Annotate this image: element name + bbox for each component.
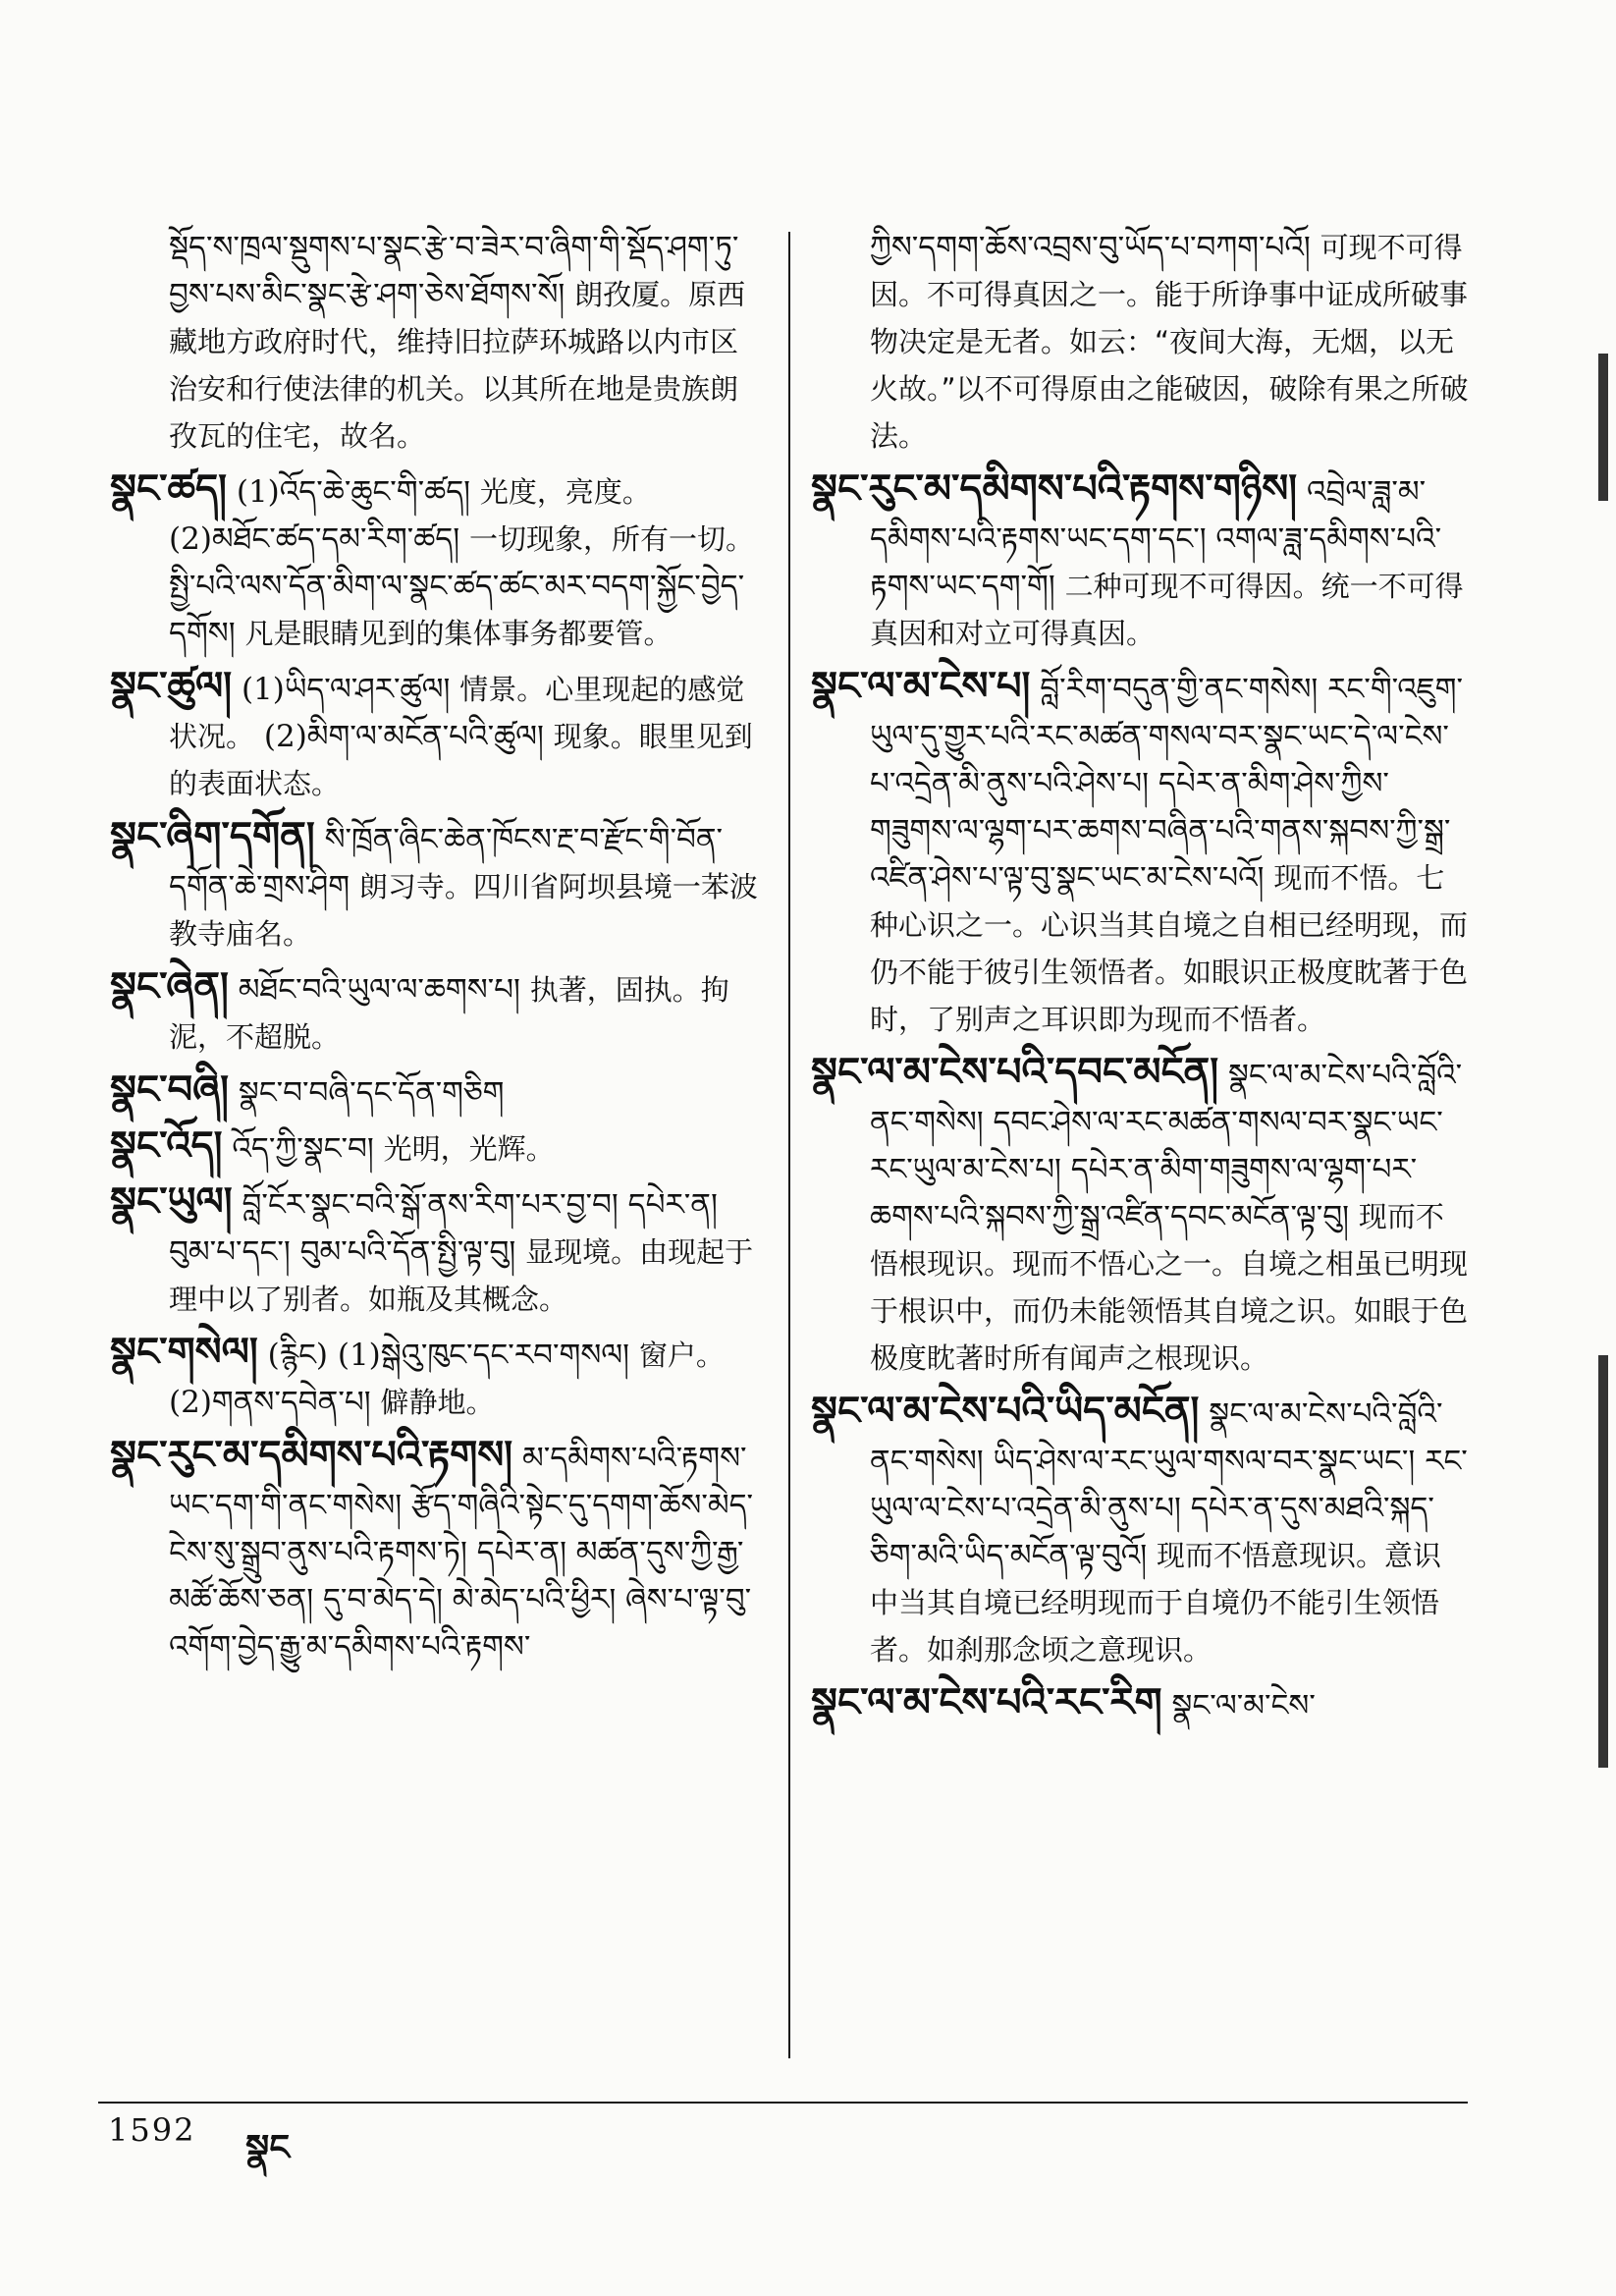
headword: སྣང་ལ་མ་ངེས་པའི་དབང་མངོན། [811, 1049, 1219, 1095]
chinese-definition: 可现不可得因。不可得真因之一。能于所诤事中证成所破事物决定是无者。如云：“夜间大海，无烟，以无火故。”以不可得原由之能破因，破除有果之所破法。 [870, 231, 1469, 453]
dictionary-entry [110, 1432, 763, 1670]
dictionary-entry [811, 1049, 1469, 1382]
chinese-definition: 朗习寺。四川省阿坝县境一苯波教寺庙名。 [169, 870, 758, 951]
page-number: 1592 [108, 2111, 196, 2149]
dictionary-entry [110, 813, 763, 957]
entry-continuation [110, 224, 763, 460]
tibetan-text: (རྙིང) (1)སྒེའུ་ཁུང་དང་རབ་གསལ། [267, 1338, 639, 1373]
headword: སྣང་ལ་མ་ངེས་པའི་ཡིད་མངོན། [811, 1388, 1200, 1434]
chinese-example: 凡是眼睛见到的集体事务都要管。 [244, 617, 673, 650]
tibetan-text: མ་དམིགས་པའི་རྟགས་ཡང་དག་གི་ནང་གསེས། རྩོད་གཞིའི་སྟེང་དུ་དགག་ཆོས་མེད་ངེས་སུ་སྒྲུབ་ནུས་པའི་རྟགས་ཏེ། དཔེར་ན། མཚན་དུས་ཀྱི་རྒྱ་མཚོ་ཆོས་ཅན། དུ་བ་མེད་དེ། མེ་མེད་པའི་ཕྱིར། ཞེས་པ་ལྟ་བུ་འགོག་བྱེད་རྒྱུ་མ་དམིགས་པའི་རྟགས་ [169, 1441, 754, 1665]
left-column [110, 224, 763, 1676]
dictionary-entry [811, 1679, 1469, 1729]
edge-mark [1598, 1355, 1608, 1768]
scan-edge-marks [1577, 0, 1616, 2296]
headword: སྣང་ཡུལ། [110, 1178, 233, 1225]
chinese-definition: 窗户。 [638, 1339, 725, 1372]
tibetan-text: སྣང་ལ་མ་ངེས་ [1171, 1688, 1316, 1723]
headword: སྣང་ཞེན། [110, 963, 229, 1010]
headword: སྣང་ཚུལ། [110, 663, 233, 709]
footer-rule [98, 2102, 1468, 2104]
tibetan-text: ཀྱིས་དགག་ཆོས་འབྲས་བུ་ཡོད་པ་བཀག་པའོ། [870, 230, 1320, 265]
dictionary-entry [110, 1178, 763, 1323]
dictionary-entry [811, 1388, 1469, 1673]
chinese-definition: 朗孜厦。原西藏地方政府时代，维持旧拉萨环城路以内市区治安和行使法律的机关。以其所在地是贵族朗孜瓦的住宅，故名。 [169, 278, 746, 453]
tibetan-text: སྣང་ལ་མ་ངེས་པའི་བློའི་ནང་གསེས། དབང་ཤེས་ལ་རང་མཚན་གསལ་བར་སྣང་ཡང་རང་ཡུལ་མ་ངེས་པ། དཔེར་ན་མིག་གཟུགས་ལ་ལྷག་པར་ཆགས་པའི་སྐབས་ཀྱི་སྒྲ་འཛིན་དབང་མངོན་ལྟ་བུ། [870, 1058, 1463, 1234]
headword: སྣང་གསེལ། [110, 1329, 258, 1375]
tibetan-example: སྤྱི་པའི་ལས་དོན་མིག་ལ་སྣང་ཚད་ཚང་མར་བདག་སྐྱོང་བྱེད་དགོས། [169, 569, 745, 651]
headword: སྣང་ཚད། [110, 465, 227, 512]
tibetan-text: (1)ཡིད་ལ་ཤར་ཚུལ། [241, 672, 460, 707]
dictionary-entry [110, 963, 763, 1061]
tibetan-text: (2)གནས་དབེན་པ། [169, 1385, 381, 1420]
tibetan-text: (2)མཐོང་ཚད་དམ་རིག་ཚད། [169, 521, 469, 557]
tibetan-text: སྣང་བ་བཞི་དང་དོན་གཅིག [238, 1075, 505, 1111]
tibetan-text: འོད་ཀྱི་སྣང་བ། [232, 1131, 384, 1167]
tibetan-text: བློ་རིག་བདུན་གྱི་ནང་གསེས། རང་གི་འཇུག་ཡུལ་དུ་གྱུར་པའི་རང་མཚན་གསལ་བར་སྣང་ཡང་དེ་ལ་ངེས་པ་འདྲེན་མི་ནུས་པའི་ཤེས་པ། དཔེར་ན་མིག་ཤེས་ཀྱིས་གཟུགས་ལ་ལྷག་པར་ཆགས་བཞིན་པའི་གནས་སྐབས་ཀྱི་སྒྲ་འཛིན་ཤེས་པ་ལྟ་བུ་སྣང་ཡང་མ་ངེས་པའོ། [870, 672, 1464, 896]
chinese-definition: 现而不悟。七种心识之一。心识当其自境之自相已经明现，而仍不能于彼引生领悟者。如眼识正极度眈著于色时，了别声之耳识即为现而不悟者。 [870, 861, 1469, 1036]
chinese-definition: 显现境。由现起于理中以了别者。如瓶及其概念。 [169, 1235, 754, 1316]
tibetan-text: (2)མིག་ལ་མངོན་པའི་ཚུལ། [263, 719, 554, 754]
headword: སྣང་བཞི། [110, 1066, 229, 1113]
headword: སྣང་རུང་མ་དམིགས་པའི་རྟགས་གཉིས། [811, 465, 1298, 512]
tibetan-text: བློ་ངོར་སྣང་བའི་སྒོ་ནས་རིག་པར་བྱ་བ། དཔེར་ན། བུམ་པ་དང་། བུམ་པའི་དོན་སྤྱི་ལྟ་བུ། [169, 1187, 718, 1270]
dictionary-entry [110, 1329, 763, 1426]
chinese-definition: 情景。心里现起的感觉状况。 [169, 673, 745, 753]
dictionary-entry [811, 465, 1469, 657]
chinese-definition: 执著，固执。拘泥，不超脱。 [169, 973, 729, 1054]
headword: སྣང་རུང་མ་དམིགས་པའི་རྟགས། [110, 1432, 513, 1478]
entry-continuation [811, 224, 1469, 460]
dictionary-entry [110, 1066, 763, 1117]
running-head: སྣང [245, 2127, 291, 2168]
tibetan-text: སྡོད་ས་ཁྲལ་སྡུགས་པ་སྣང་རྩེ་བ་ཟེར་བ་ཞིག་གི་སྡོད་ཤག་ཏུ་བྱས་པས་མིང་སྣང་རྩེ་ཤག་ཅེས་ཐོགས་སོ། [169, 230, 739, 312]
dictionary-entry [110, 465, 763, 657]
tibetan-text: སི་ཁྲོན་ཞིང་ཆེན་ཁོངས་རྔ་བ་རྫོང་གི་བོན་དགོན་ཆེ་གྲས་ཤིག [169, 822, 724, 904]
dictionary-entry [811, 663, 1469, 1043]
edge-mark [1598, 354, 1608, 501]
chinese-definition: 光度，亮度。 [479, 475, 651, 509]
tibetan-text: འབྲེལ་ཟླ་མ་དམིགས་པའི་རྟགས་ཡང་དག་དང་། འགལ་ཟླ་དམིགས་པའི་རྟགས་ཡང་དག་གོ། [870, 474, 1442, 604]
tibetan-text: མཐོང་བའི་ཡུལ་ལ་ཆགས་པ། [238, 972, 530, 1008]
headword: སྣང་ཞིག་དགོན། [110, 813, 315, 859]
chinese-definition: 一切现象，所有一切。 [468, 522, 754, 556]
dictionary-entry [110, 663, 763, 807]
right-column [811, 224, 1469, 1735]
headword: སྣང་ལ་མ་ངེས་པ། [811, 663, 1031, 709]
headword: སྣང་ལ་མ་ངེས་པའི་རང་རིག [811, 1679, 1162, 1725]
chinese-definition: 现而不悟意现识。意识中当其自境已经明现而于自境仍不能引生领悟者。如刹那念顷之意现识。 [870, 1539, 1441, 1667]
chinese-definition: 光明，光辉。 [383, 1132, 555, 1166]
chinese-definition: 僻静地。 [380, 1386, 495, 1419]
column-divider [788, 232, 790, 2058]
tibetan-text: སྣང་ལ་མ་ངེས་པའི་བློའི་ནང་གསེས། ཡིད་ཤེས་ལ་རང་ཡུལ་གསལ་བར་སྣང་ཡང་། རང་ཡུལ་ལ་ངེས་པ་འདྲེན་མི་ནུས་པ། དཔེར་ན་དུས་མཐའི་སྐད་ཅིག་མའི་ཡིད་མངོན་ལྟ་བུའོ། [870, 1396, 1468, 1573]
headword: སྣང་འོད། [110, 1122, 223, 1169]
tibetan-text: (1)འོད་ཆེ་ཆུང་གི་ཚད། [236, 474, 480, 510]
dictionary-entry [110, 1122, 763, 1173]
chinese-definition: 现而不悟根现识。现而不悟心之一。自境之相虽已明现于根识中，而仍未能领悟其自境之识。如眼于色极度眈著时所有闻声之根现识。 [870, 1200, 1469, 1375]
chinese-definition: 现象。眼里见到的表面状态。 [169, 720, 753, 800]
chinese-definition: 二种可现不可得因。统一不可得真因和对立可得真因。 [870, 570, 1464, 650]
